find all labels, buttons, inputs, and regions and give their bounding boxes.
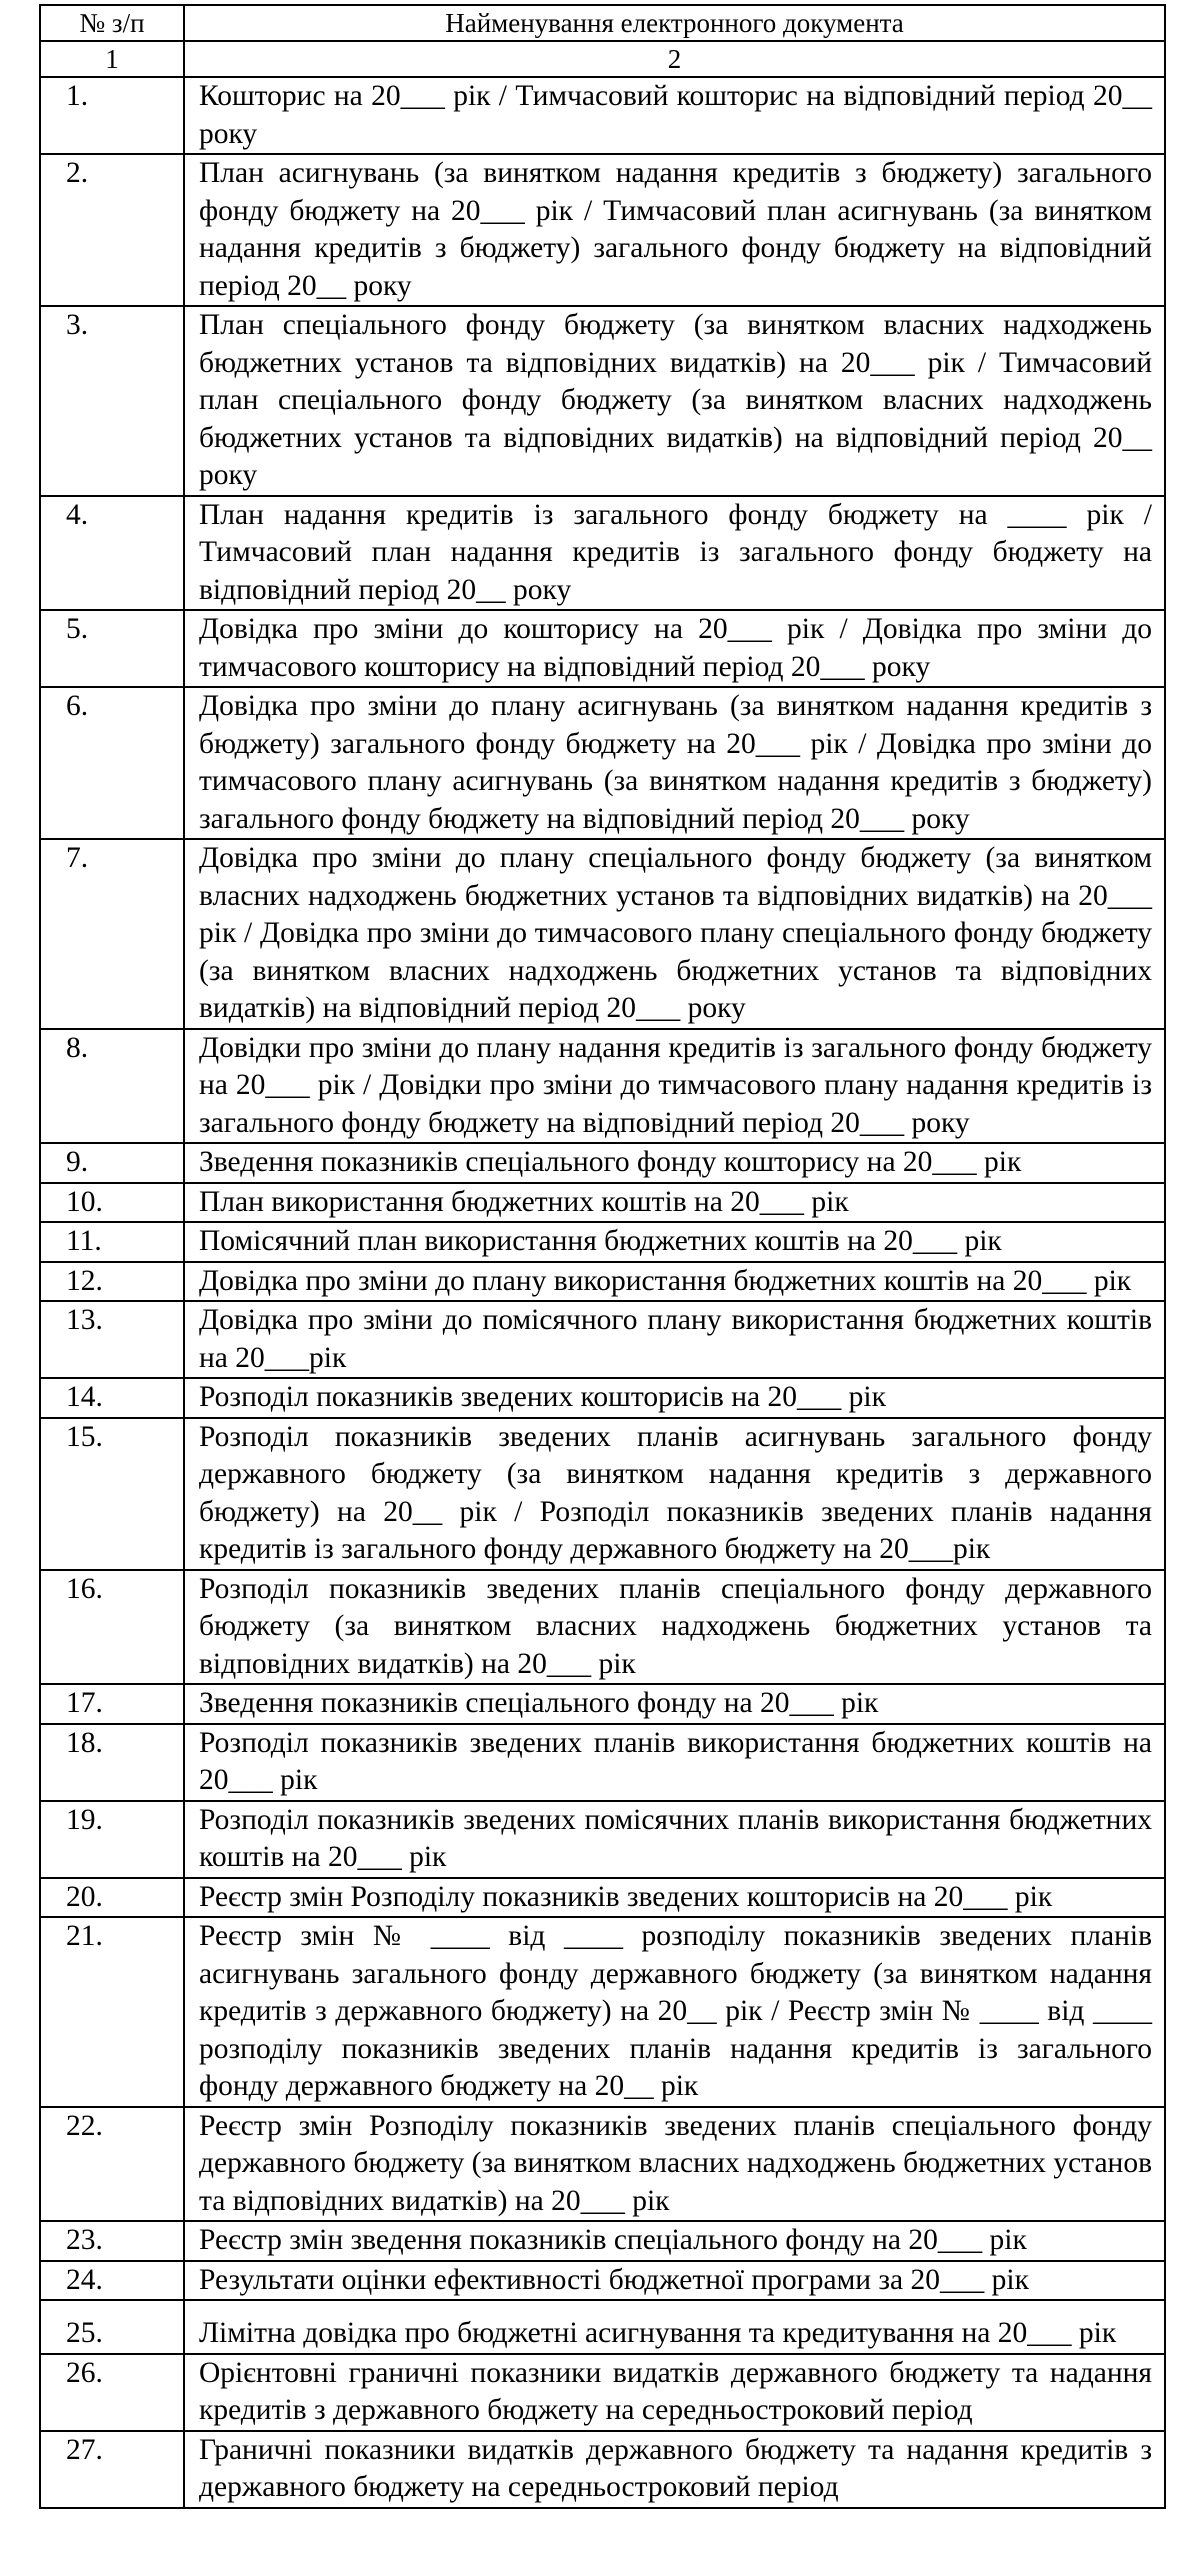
table-body xyxy=(40,5,1165,2508)
row-number-cell: 21. xyxy=(40,1917,184,2107)
table-row xyxy=(40,2261,1165,2301)
table-row xyxy=(40,77,1165,154)
row-document-name-cell: Довідка про зміни до плану асигнувань (за винятком надання кредитів з бюджету) загального фонду бюджету на 20___ рік / Довідка про зміни до тимчасового плану асигнувань (за винятком надання кредитів з бюджету) загального фонду бюджету на відповідний період 20___ року xyxy=(184,687,1165,839)
row-number-cell: 26. xyxy=(40,2354,184,2431)
table-row xyxy=(40,1917,1165,2107)
table-row xyxy=(40,2221,1165,2261)
row-document-name-cell: Лімітна довідка про бюджетні асигнування та кредитування на 20___ рік xyxy=(184,2300,1165,2354)
row-number-cell: 12. xyxy=(40,1262,184,1302)
row-number-cell: 15. xyxy=(40,1418,184,1570)
table-row xyxy=(40,1183,1165,1223)
row-document-name-cell: Розподіл показників зведених планів спеціального фонду державного бюджету (за винятком власних надходжень бюджетних установ та відповідних видатків) на 20___ рік xyxy=(184,1570,1165,1685)
row-number-cell: 19. xyxy=(40,1801,184,1878)
table-row xyxy=(40,2300,1165,2354)
row-number-cell: 7. xyxy=(40,839,184,1029)
table-row xyxy=(40,1570,1165,1685)
table-row xyxy=(40,839,1165,1029)
table-row xyxy=(40,1801,1165,1878)
row-number-cell: 23. xyxy=(40,2221,184,2261)
row-document-name-cell: Помісячний план використання бюджетних коштів на 20___ рік xyxy=(184,1222,1165,1262)
row-document-name-cell: Довідка про зміни до плану використання бюджетних коштів на 20___ рік xyxy=(184,1262,1165,1302)
table-row xyxy=(40,1029,1165,1144)
row-document-name-cell: Зведення показників спеціального фонду на 20___ рік xyxy=(184,1684,1165,1724)
table-row xyxy=(40,2107,1165,2222)
row-document-name-cell: Зведення показників спеціального фонду кошторису на 20___ рік xyxy=(184,1143,1165,1183)
row-document-name-cell: Реєстр змін зведення показників спеціального фонду на 20___ рік xyxy=(184,2221,1165,2261)
table-row xyxy=(40,1724,1165,1801)
row-number-cell: 14. xyxy=(40,1378,184,1418)
row-number-cell: 8. xyxy=(40,1029,184,1144)
row-number-cell: 16. xyxy=(40,1570,184,1685)
row-document-name-cell: Довідка про зміни до плану спеціального фонду бюджету (за винятком власних надходжень бюджетних установ та відповідних видатків) на 20___ рік / Довідка про зміни до тимчасового плану спеціального фонду бюджету (за винятком власних надходжень бюджетних установ та відповідних видатків) на відповідний період 20___ року xyxy=(184,839,1165,1029)
table-row xyxy=(40,1143,1165,1183)
row-document-name-cell: Реєстр змін Розподілу показників зведених планів спеціального фонду державного бюджету (за винятком власних надходжень бюджетних установ та відповідних видатків) на 20___ рік xyxy=(184,2107,1165,2222)
table-row xyxy=(40,2354,1165,2431)
row-document-name-cell: Реєстр змін № ____ від ____ розподілу показників зведених планів асигнувань загального фонду державного бюджету (за винятком надання кредитів з державного бюджету) на 20__ рік / Реєстр змін № ____ від ____ розподілу показників зведених планів надання кредитів із загального фонду державного бюджету на 20__ рік xyxy=(184,1917,1165,2107)
row-document-name-cell: Довідка про зміни до помісячного плану використання бюджетних коштів на 20___рік xyxy=(184,1301,1165,1378)
row-document-name-cell: Розподіл показників зведених помісячних планів використання бюджетних коштів на 20___ рік xyxy=(184,1801,1165,1878)
table-header-row xyxy=(40,5,1165,41)
row-number-cell: 5. xyxy=(40,610,184,687)
row-number-cell: 1. xyxy=(40,77,184,154)
row-document-name-cell: Кошторис на 20___ рік / Тимчасовий кошторис на відповідний період 20__ року xyxy=(184,77,1165,154)
table-row xyxy=(40,1418,1165,1570)
documents-table xyxy=(39,4,1166,2509)
table-row xyxy=(40,1878,1165,1918)
row-number-cell: 4. xyxy=(40,496,184,611)
column-index-row xyxy=(40,41,1165,77)
table-row xyxy=(40,154,1165,306)
table-row xyxy=(40,1301,1165,1378)
row-document-name-cell: Розподіл показників зведених кошторисів на 20___ рік xyxy=(184,1378,1165,1418)
table-row xyxy=(40,2431,1165,2508)
row-document-name-cell: Довідки про зміни до плану надання кредитів із загального фонду бюджету на 20___ рік / Довідки про зміни до тимчасового плану надання кредитів із загального фонду бюджету на відповідний період 20___ року xyxy=(184,1029,1165,1144)
table-row xyxy=(40,306,1165,496)
row-number-cell: 3. xyxy=(40,306,184,496)
header-number-cell: № з/п xyxy=(40,5,184,41)
row-number-cell: 6. xyxy=(40,687,184,839)
row-document-name-cell: План надання кредитів із загального фонду бюджету на ____ рік / Тимчасовий план надання кредитів із загального фонду бюджету на відповідний період 20__ року xyxy=(184,496,1165,611)
row-document-name-cell: Граничні показники видатків державного бюджету та надання кредитів з державного бюджету на середньостроковий період xyxy=(184,2431,1165,2508)
row-number-cell: 22. xyxy=(40,2107,184,2222)
row-number-cell: 20. xyxy=(40,1878,184,1918)
row-number-cell: 27. xyxy=(40,2431,184,2508)
row-number-cell: 13. xyxy=(40,1301,184,1378)
row-document-name-cell: Результати оцінки ефективності бюджетної програми за 20___ рік xyxy=(184,2261,1165,2301)
row-number-cell: 18. xyxy=(40,1724,184,1801)
row-number-cell: 24. xyxy=(40,2261,184,2301)
column-index-number: 1 xyxy=(40,41,184,77)
row-number-cell: 10. xyxy=(40,1183,184,1223)
row-number-cell: 2. xyxy=(40,154,184,306)
row-document-name-cell: Розподіл показників зведених планів використання бюджетних коштів на 20___ рік xyxy=(184,1724,1165,1801)
table-row xyxy=(40,1262,1165,1302)
table-row xyxy=(40,1222,1165,1262)
row-number-cell: 25. xyxy=(40,2300,184,2354)
table-row xyxy=(40,496,1165,611)
table-row xyxy=(40,610,1165,687)
row-document-name-cell: План спеціального фонду бюджету (за винятком власних надходжень бюджетних установ та відповідних видатків) на 20___ рік / Тимчасовий план спеціального фонду бюджету (за винятком власних надходжень бюджетних установ та відповідних видатків) на відповідний період 20__ року xyxy=(184,306,1165,496)
row-document-name-cell: Орієнтовні граничні показники видатків державного бюджету та надання кредитів з державного бюджету на середньостроковий період xyxy=(184,2354,1165,2431)
row-number-cell: 17. xyxy=(40,1684,184,1724)
table-row xyxy=(40,1378,1165,1418)
header-name-cell: Найменування електронного документа xyxy=(184,5,1165,41)
row-number-cell: 9. xyxy=(40,1143,184,1183)
row-number-cell: 11. xyxy=(40,1222,184,1262)
table-row xyxy=(40,1684,1165,1724)
row-document-name-cell: План використання бюджетних коштів на 20___ рік xyxy=(184,1183,1165,1223)
table-row xyxy=(40,687,1165,839)
column-index-name: 2 xyxy=(184,41,1165,77)
row-document-name-cell: Розподіл показників зведених планів асигнувань загального фонду державного бюджету (за винятком надання кредитів з державного бюджету) на 20__ рік / Розподіл показників зведених планів надання кредитів із загального фонду державного бюджету на 20___рік xyxy=(184,1418,1165,1570)
row-document-name-cell: План асигнувань (за винятком надання кредитів з бюджету) загального фонду бюджету на 20___ рік / Тимчасовий план асигнувань (за винятком надання кредитів з бюджету) загального фонду бюджету на відповідний період 20__ року xyxy=(184,154,1165,306)
row-document-name-cell: Довідка про зміни до кошторису на 20___ рік / Довідка про зміни до тимчасового кошторису на відповідний період 20___ року xyxy=(184,610,1165,687)
row-document-name-cell: Реєстр змін Розподілу показників зведених кошторисів на 20___ рік xyxy=(184,1878,1165,1918)
